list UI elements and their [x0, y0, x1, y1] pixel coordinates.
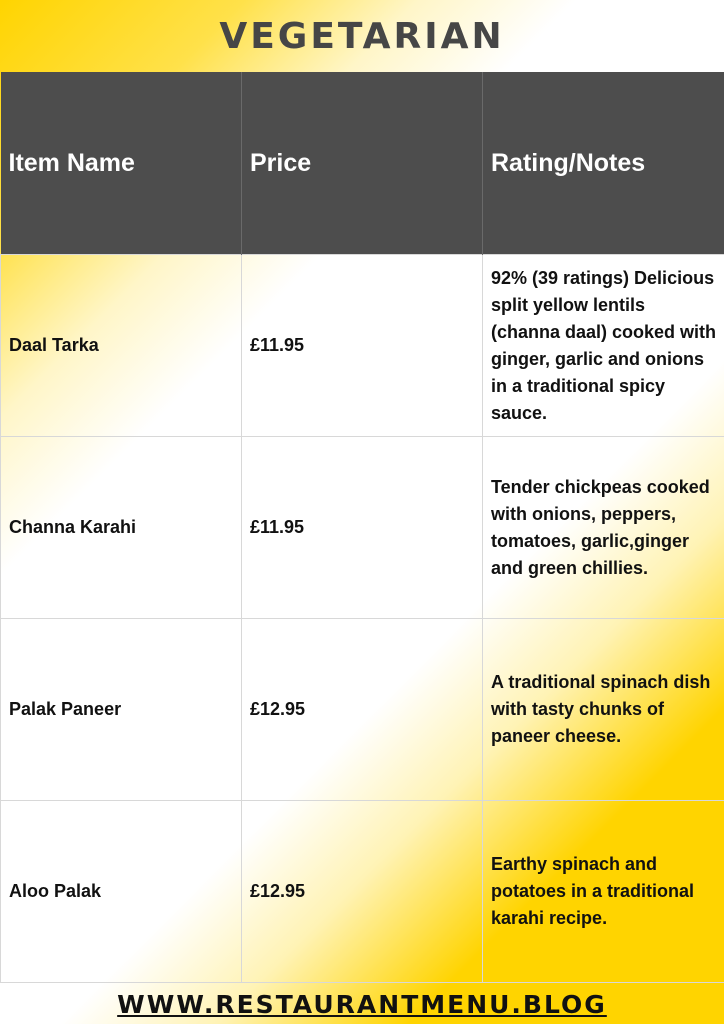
item-name: Aloo Palak [1, 801, 242, 983]
table-header-row [1, 72, 724, 255]
header-price: Price [242, 72, 483, 255]
item-notes: Tender chickpeas cooked with onions, peppers, tomatoes, garlic,ginger and green chillies. [483, 437, 724, 619]
page-title: VEGETARIAN [219, 15, 505, 57]
website-link[interactable]: WWW.RESTAURANTMENU.BLOG [117, 989, 607, 1019]
table-row [1, 619, 724, 801]
header-rating-notes: Rating/Notes [483, 72, 724, 255]
table-row [1, 255, 724, 437]
item-notes: Earthy spinach and potatoes in a traditional karahi recipe. [483, 801, 724, 983]
menu-table [0, 72, 724, 983]
item-notes: 92% (39 ratings) Delicious split yellow lentils (channa daal) cooked with ginger, garlic and onions in a traditional spicy sauce. [483, 255, 724, 437]
item-price: £11.95 [242, 437, 483, 619]
table-row [1, 437, 724, 619]
footer [0, 984, 724, 1024]
table-row [1, 801, 724, 983]
item-name: Channa Karahi [1, 437, 242, 619]
item-notes: A traditional spinach dish with tasty chunks of paneer cheese. [483, 619, 724, 801]
header-item-name: Item Name [1, 72, 242, 255]
item-name: Daal Tarka [1, 255, 242, 437]
item-price: £12.95 [242, 619, 483, 801]
item-name: Palak Paneer [1, 619, 242, 801]
item-price: £11.95 [242, 255, 483, 437]
item-price: £12.95 [242, 801, 483, 983]
